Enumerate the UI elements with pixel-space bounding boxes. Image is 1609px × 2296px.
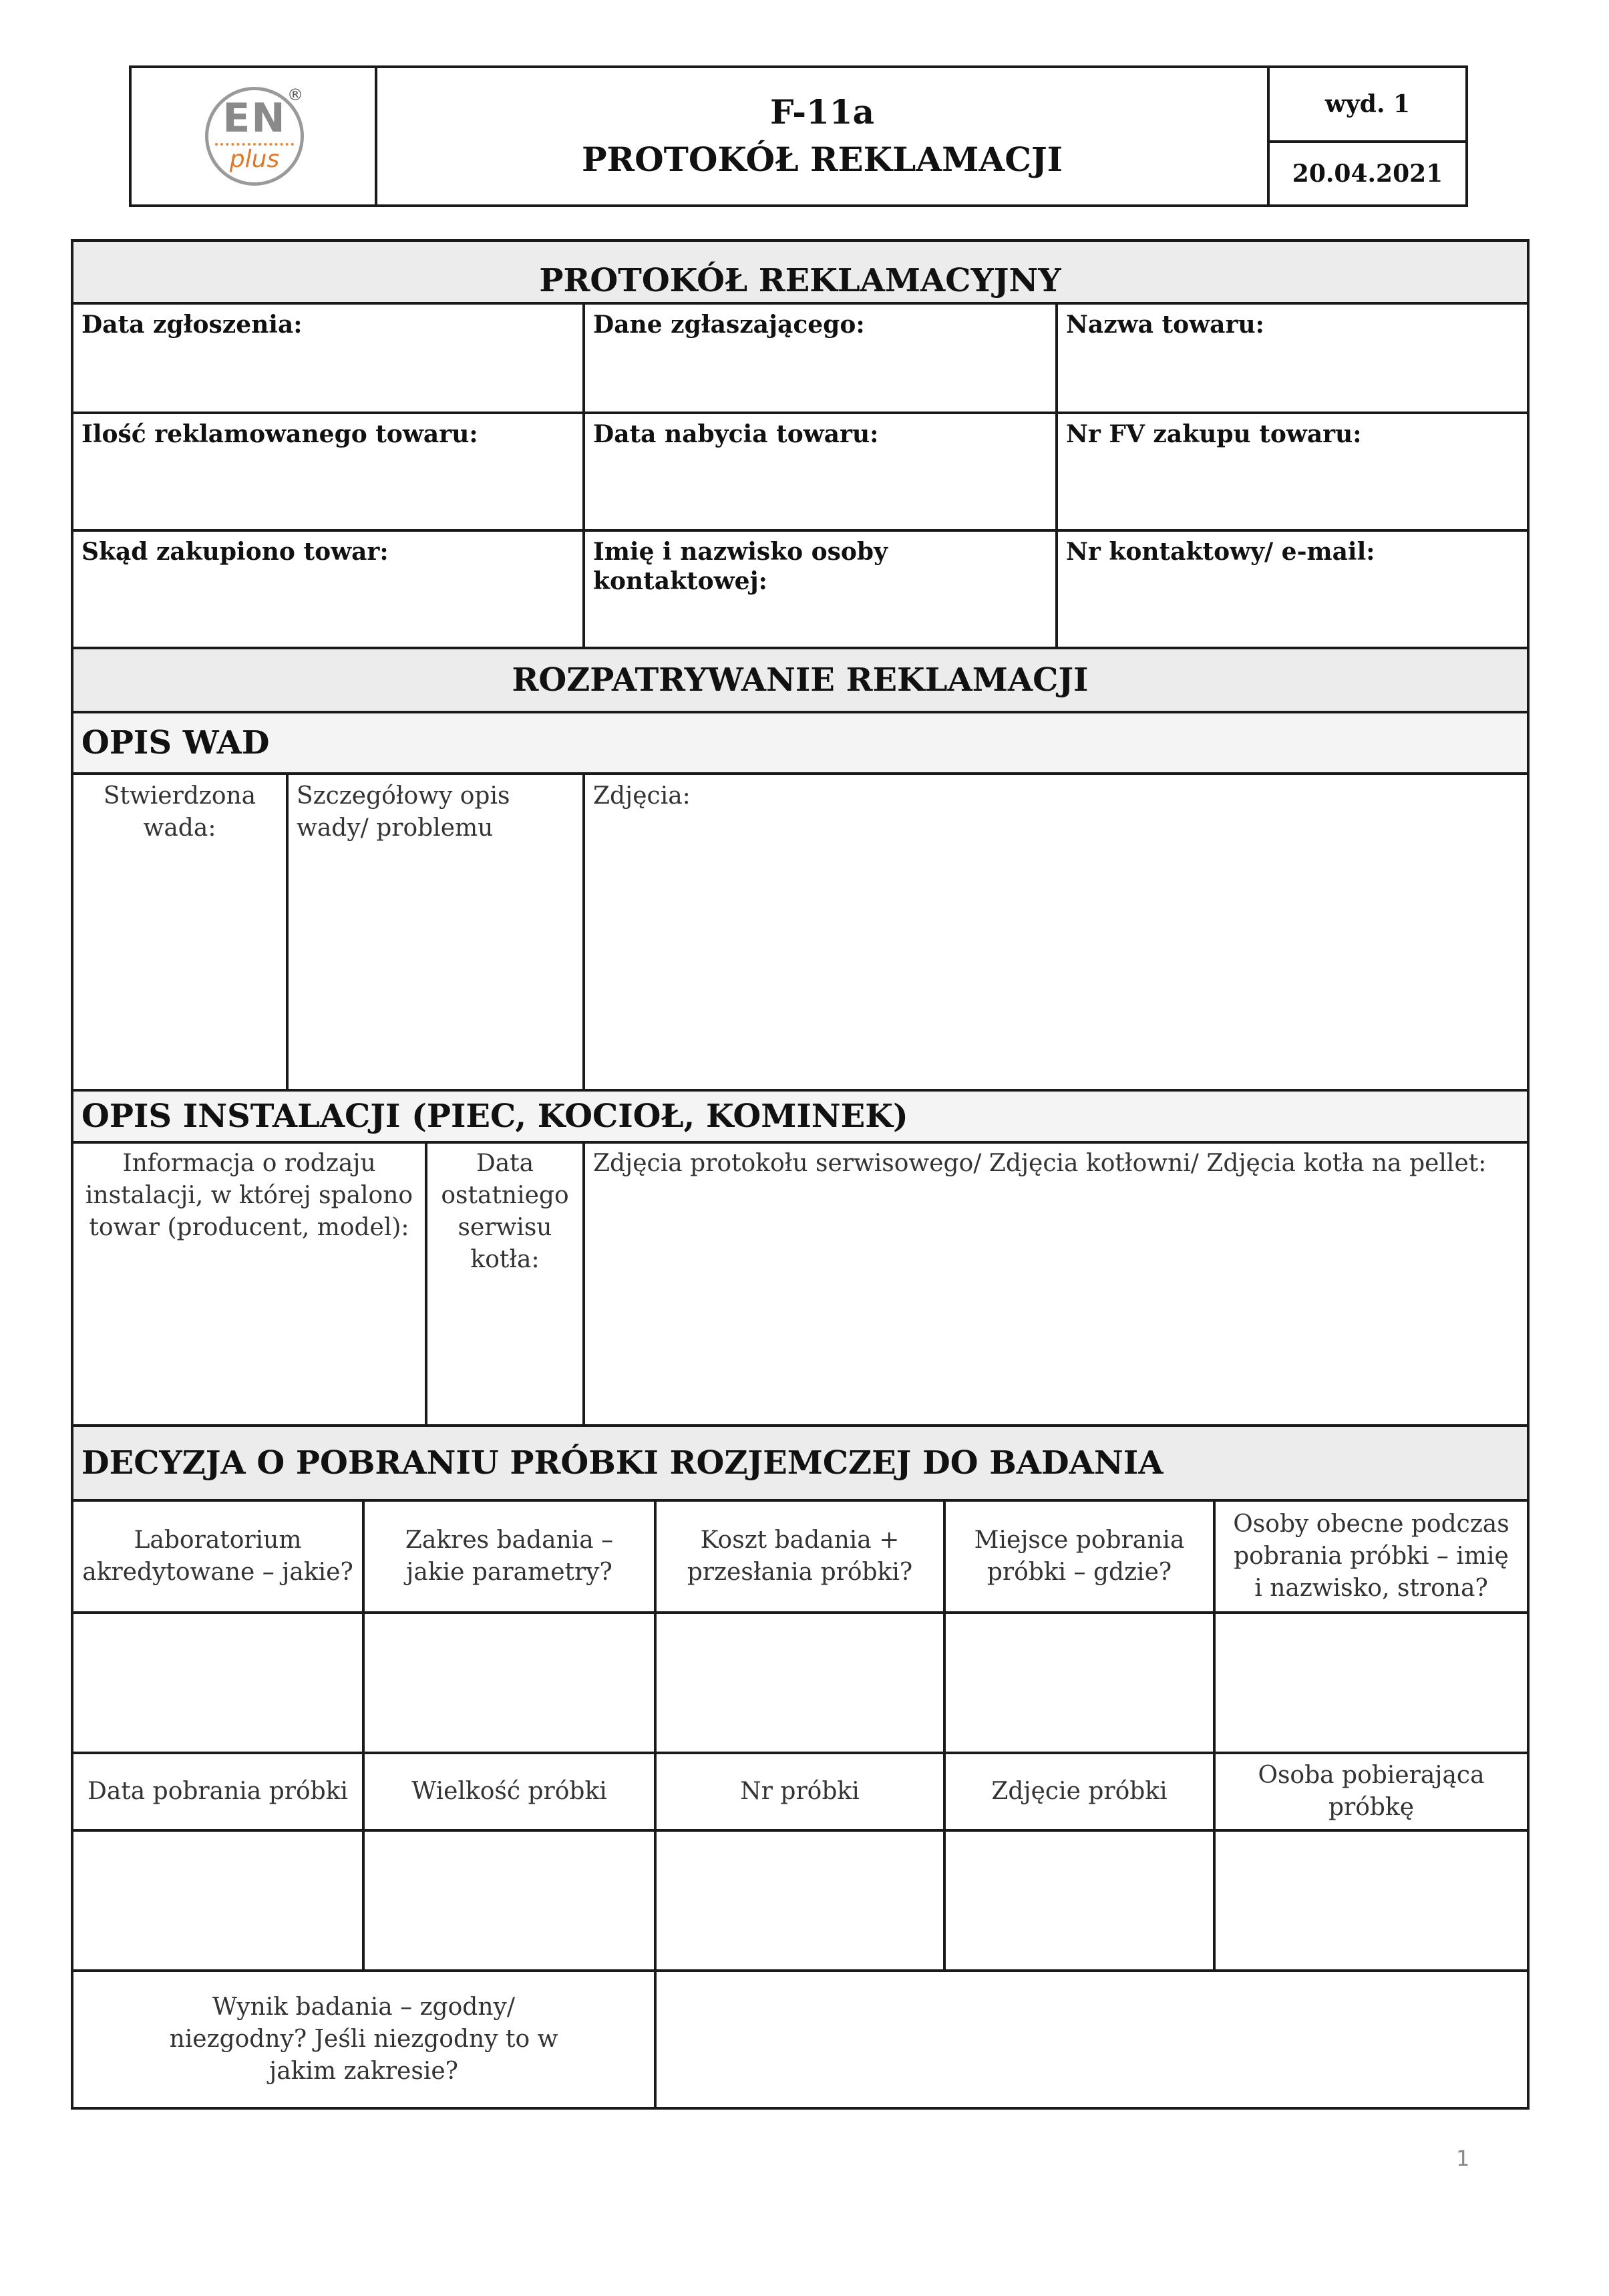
input-sample-number[interactable]: [654, 1829, 946, 1972]
field-installation-info[interactable]: [71, 1141, 427, 1427]
header-laboratory-text: Laboratorium akredytowane – jakie?: [82, 1526, 353, 1586]
field-label: Zdjęcia:: [593, 782, 691, 810]
header-test-cost-text: Koszt badania + przesłania próbki?: [687, 1526, 913, 1586]
header-test-cost: [654, 1499, 946, 1614]
header-sampling-date: [71, 1752, 365, 1832]
field-label: Nr kontaktowy/ e-mail:: [1066, 538, 1375, 566]
field-purchase-date[interactable]: [582, 412, 1058, 532]
input-sample-collector[interactable]: [1213, 1829, 1530, 1972]
header-test-scope: [362, 1499, 657, 1614]
field-label: Nazwa towaru:: [1066, 311, 1264, 339]
header-present-persons-text: Osoby obecne podczas pobrania próbki – imię i nazwisko, strona?: [1233, 1510, 1509, 1602]
field-defect-description[interactable]: [286, 772, 585, 1092]
defects-title-text: OPIS WAD: [81, 724, 270, 762]
input-test-scope[interactable]: [362, 1611, 657, 1754]
section-installation-title: [71, 1089, 1530, 1144]
input-test-cost[interactable]: [654, 1611, 946, 1754]
field-installation-photos[interactable]: [582, 1141, 1530, 1427]
input-sampling-date[interactable]: [71, 1829, 365, 1972]
input-test-result[interactable]: [654, 1969, 1530, 2110]
header-sampling-place: [943, 1499, 1216, 1614]
field-label: Data nabycia towaru:: [593, 420, 879, 448]
header-sample-number-text: Nr próbki: [740, 1778, 860, 1805]
header-sample-photo-text: Zdjęcie próbki: [991, 1778, 1168, 1805]
input-sample-photo[interactable]: [943, 1829, 1216, 1972]
field-complaint-date[interactable]: [71, 302, 585, 414]
input-laboratory[interactable]: [71, 1611, 365, 1754]
field-defect-found[interactable]: [71, 772, 289, 1092]
field-label: Dane zgłaszającego:: [593, 311, 865, 339]
header-title-cell: [375, 65, 1270, 207]
input-sampling-place[interactable]: [943, 1611, 1216, 1754]
header-sampling-date-text: Data pobrania próbki: [87, 1778, 349, 1805]
header-laboratory: [71, 1499, 365, 1614]
complaint-title-text: PROTOKÓŁ REKLAMACYJNY: [539, 262, 1061, 299]
header-test-scope-text: Zakres badania – jakie parametry?: [405, 1526, 614, 1586]
field-label: Ilość reklamowanego towaru:: [81, 420, 478, 448]
header-sample-size: [362, 1752, 657, 1832]
form-name: PROTOKÓŁ REKLAMACJI: [581, 140, 1063, 179]
field-label: Data zgłoszenia:: [81, 311, 303, 339]
field-quantity[interactable]: [71, 412, 585, 532]
field-label: Informacja o rodzaju instalacji, w której spalono towar (producent, model):: [85, 1150, 413, 1241]
field-purchase-place[interactable]: [71, 529, 585, 649]
enplus-logo-text: EN: [222, 95, 287, 142]
field-contact-info[interactable]: [1055, 529, 1530, 649]
field-label: Nr FV zakupu towaru:: [1066, 420, 1362, 448]
installation-title-text: OPIS INSTALACJI (PIEC, KOCIOŁ, KOMINEK): [81, 1098, 908, 1135]
field-label: Stwierdzona wada:: [103, 782, 256, 842]
field-invoice-number[interactable]: [1055, 412, 1530, 532]
header-sampling-place-text: Miejsce pobrania próbki – gdzie?: [974, 1526, 1185, 1586]
header-sample-number: [654, 1752, 946, 1832]
input-sample-size[interactable]: [362, 1829, 657, 1972]
field-product-name[interactable]: [1055, 302, 1530, 414]
header-sample-size-text: Wielkość próbki: [411, 1778, 607, 1805]
field-label: Skąd zakupiono towar:: [81, 538, 389, 566]
form-code: F-11a: [770, 92, 874, 132]
edition: wyd. 1: [1267, 65, 1468, 143]
field-defect-photos[interactable]: [582, 772, 1530, 1092]
header-sample-photo: [943, 1752, 1216, 1832]
field-last-service-date[interactable]: [425, 1141, 585, 1427]
section-complaint-title: [71, 239, 1530, 305]
section-sample-title: [71, 1424, 1530, 1502]
header-test-result: [71, 1969, 657, 2110]
field-contact-person[interactable]: [582, 529, 1058, 649]
field-label: Zdjęcia protokołu serwisowego/ Zdjęcia kotłowni/ Zdjęcia kotła na pellet:: [593, 1150, 1487, 1177]
enplus-logo-sub: plus: [229, 146, 280, 173]
field-label: Data ostatniego serwisu kotła:: [441, 1150, 569, 1273]
header-present-persons: [1213, 1499, 1530, 1614]
field-reporter-data[interactable]: [582, 302, 1058, 414]
header-sample-collector: [1213, 1752, 1530, 1832]
section-defects-title: [71, 711, 1530, 775]
input-present-persons[interactable]: [1213, 1611, 1530, 1754]
header-test-result-text: Wynik badania – zgodny/ niezgodny? Jeśli niezgodny to w jakim zakresie?: [169, 1993, 558, 2085]
field-label: Imię i nazwisko osoby kontaktowej:: [593, 538, 888, 595]
issue-date: 20.04.2021: [1267, 140, 1468, 207]
registered-mark: ®: [287, 86, 303, 104]
field-label: Szczegółowy opis wady/ problemu: [297, 782, 510, 842]
page-number: 1: [1456, 2146, 1470, 2171]
review-title-text: ROZPATRYWANIE REKLAMACJI: [512, 661, 1089, 699]
section-review-title: [71, 647, 1530, 713]
sample-title-text: DECYZJA O POBRANIU PRÓBKI ROZJEMCZEJ DO BADANIA: [81, 1444, 1164, 1482]
header-sample-collector-text: Osoba pobierająca próbkę: [1258, 1762, 1485, 1821]
